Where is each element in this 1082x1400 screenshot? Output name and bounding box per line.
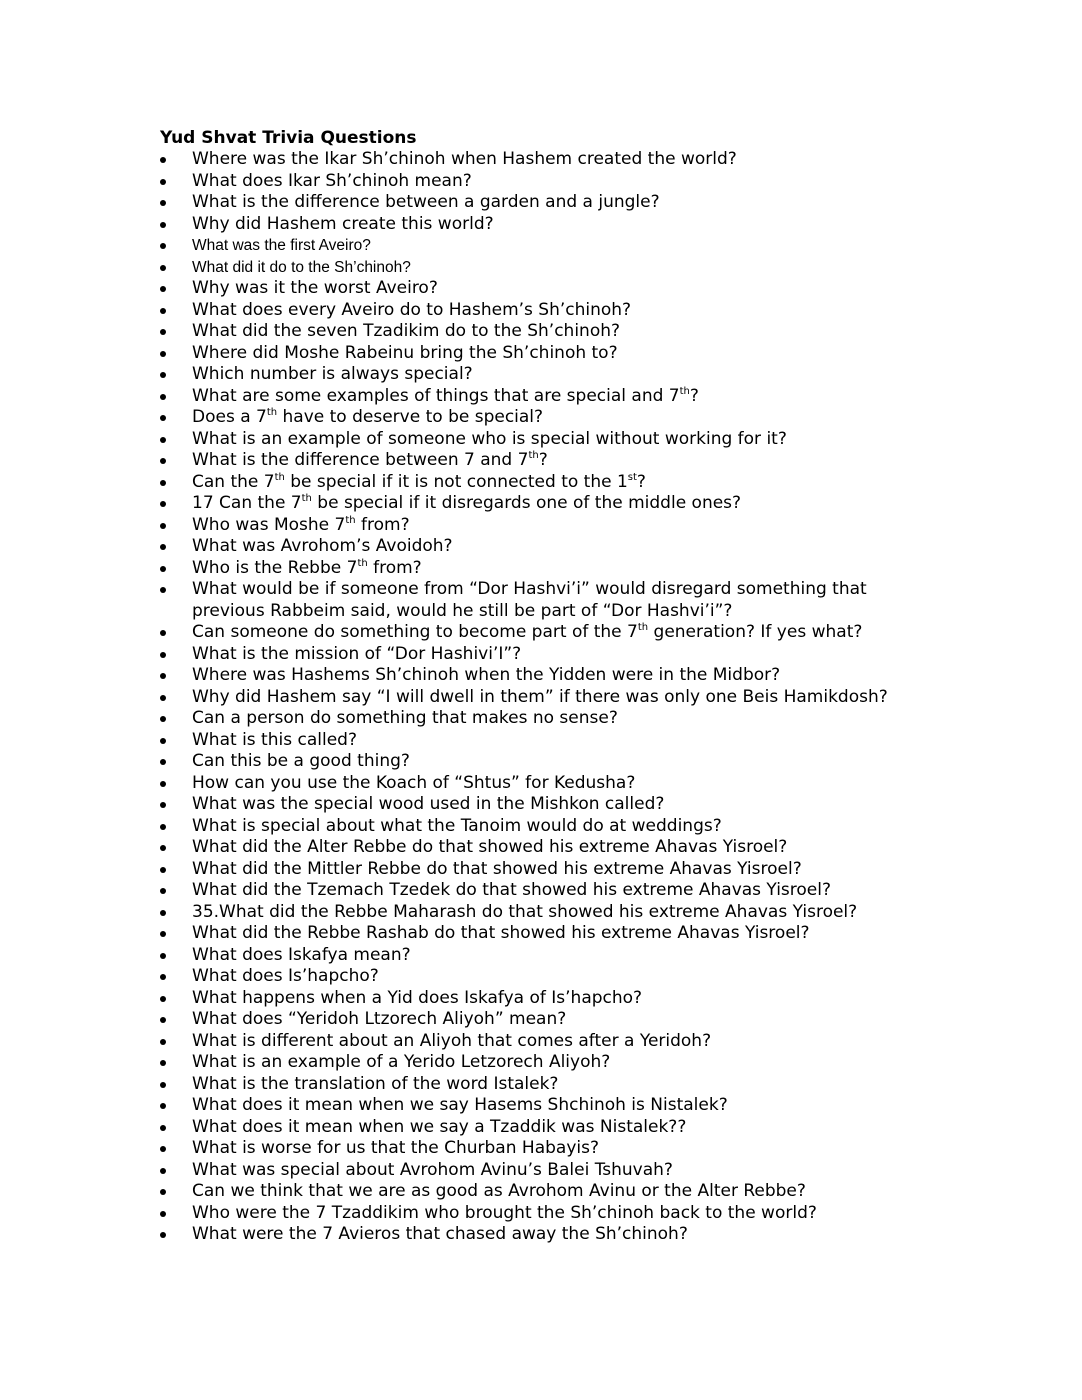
bullet-icon [160, 824, 166, 830]
bullet-icon [160, 308, 166, 314]
question-text: What is the mission of “Dor Hashivi’I”? [192, 643, 522, 664]
question-text: What is the difference between a garden and a jungle? [192, 192, 660, 212]
question-item [160, 1203, 1040, 1225]
question-item [160, 837, 1040, 859]
bullet-icon [160, 630, 166, 636]
question-item [160, 1052, 1040, 1074]
question-item [160, 1074, 1040, 1096]
question-text: Can this be a good thing? [192, 751, 410, 771]
question-item [160, 450, 1040, 472]
question-text: What did the seven Tzadikim do to the Sh’chinoh? [192, 321, 621, 341]
question-item [160, 665, 1040, 687]
question-item [160, 988, 1040, 1010]
document-page [160, 127, 1040, 1246]
bullet-icon [160, 501, 166, 507]
question-text: Who were the 7 Tzaddikim who brought the Sh’chinoh back to the world? [192, 1202, 817, 1223]
bullet-icon [160, 523, 166, 529]
question-text: What does every Aveiro do to Hashem’s Sh’chinoh? [192, 299, 632, 320]
question-text: 35.What did the Rebbe Maharash do that showed his extreme Ahavas Yisroel? [192, 901, 858, 922]
question-item [160, 472, 1040, 494]
ordinal-suffix: th [301, 493, 312, 504]
bullet-icon [160, 437, 166, 443]
question-text: What was Avrohom’s Avoidoh? [192, 536, 453, 556]
ordinal-suffix: th [528, 450, 539, 461]
bullet-icon [160, 179, 166, 185]
question-item [160, 816, 1040, 838]
question-item [160, 536, 1040, 558]
question-item [160, 773, 1040, 795]
bullet-icon [160, 802, 166, 808]
question-item [160, 407, 1040, 429]
bullet-icon [160, 652, 166, 658]
question-text: What is the difference between 7 and 7th? [192, 450, 548, 470]
bullet-icon [160, 372, 166, 378]
bullet-icon [160, 867, 166, 873]
bullet-icon [160, 243, 166, 249]
question-item [160, 644, 1040, 666]
question-item [160, 515, 1040, 537]
bullet-icon [160, 1082, 166, 1088]
question-item [160, 235, 1040, 257]
question-text: What would be if someone from “Dor Hashvi’i” would disregard something that previous Rabbeim said, would he still be part of “Dor Hashvi’i”? [192, 579, 867, 621]
question-text: What does it mean when we say Hasems Shchinoh is Nistalek? [192, 1095, 728, 1115]
bullet-icon [160, 544, 166, 550]
bullet-icon [160, 845, 166, 851]
ordinal-suffix: th [679, 385, 690, 397]
question-item [160, 321, 1040, 343]
bullet-icon [160, 1017, 166, 1023]
bullet-icon [160, 222, 166, 228]
question-text: What were the 7 Avieros that chased away the Sh’chinoh? [192, 1224, 688, 1244]
question-item [160, 687, 1040, 709]
question-text: How can you use the Koach of “Shtus” for Kedusha? [192, 772, 636, 793]
ordinal-suffix: th [637, 622, 649, 633]
question-text: Can someone do something to become part of the 7th generation? If yes what? [192, 622, 863, 642]
bullet-icon [160, 200, 166, 206]
ordinal-suffix: st [627, 471, 637, 483]
bullet-icon [160, 759, 166, 765]
bullet-icon [160, 286, 166, 292]
ordinal-suffix: th [357, 557, 368, 569]
bullet-icon [160, 716, 166, 722]
question-item [160, 708, 1040, 730]
question-text: What did the Mittler Rebbe do that showed his extreme Ahavas Yisroel? [192, 858, 802, 879]
question-item [160, 171, 1040, 193]
question-text: Who was Moshe 7th from? [192, 514, 410, 535]
bullet-icon [160, 1168, 166, 1174]
question-item [160, 386, 1040, 408]
bullet-icon [160, 329, 166, 335]
bullet-icon [160, 480, 166, 486]
question-item [160, 558, 1040, 580]
question-item [160, 1224, 1040, 1246]
bullet-icon [160, 1103, 166, 1109]
question-text: What is an example of a Yerido Letzorech Aliyoh? [192, 1052, 611, 1072]
question-text: Who is the Rebbe 7th from? [192, 557, 422, 578]
question-text: What was special about Avrohom Avinu’s Balei Tshuvah? [192, 1159, 673, 1180]
question-text: What is this called? [192, 729, 357, 750]
question-text: Why did Hashem create this world? [192, 213, 494, 234]
question-item [160, 364, 1040, 386]
ordinal-suffix: th [345, 514, 356, 526]
question-item [160, 493, 1040, 515]
question-text: What does it mean when we say a Tzaddik was Nistalek?? [192, 1116, 687, 1137]
question-item [160, 945, 1040, 967]
question-text: Why was it the worst Aveiro? [192, 278, 438, 298]
question-item [160, 966, 1040, 988]
bullet-icon [160, 265, 166, 271]
question-text: What is the translation of the word Istalek? [192, 1073, 559, 1094]
question-item [160, 192, 1040, 214]
question-item [160, 880, 1040, 902]
bullet-icon [160, 415, 166, 421]
question-item [160, 1009, 1040, 1031]
bullet-icon [160, 1146, 166, 1152]
bullet-icon [160, 738, 166, 744]
question-text: What does Is’hapcho? [192, 966, 379, 986]
bullet-icon [160, 673, 166, 679]
document-title: Yud Shvat Trivia Questions [160, 128, 417, 148]
question-text: What does “Yeridoh Ltzorech Aliyoh” mean? [192, 1009, 567, 1029]
bullet-icon [160, 953, 166, 959]
bullet-icon [160, 587, 166, 593]
question-item [160, 1117, 1040, 1139]
bullet-icon [160, 1060, 166, 1066]
question-text: What was the special wood used in the Mishkon called? [192, 794, 665, 814]
question-item [160, 1138, 1040, 1160]
bullet-icon [160, 931, 166, 937]
question-item [160, 902, 1040, 924]
bullet-icon [160, 695, 166, 701]
question-text: What did the Alter Rebbe do that showed his extreme Ahavas Yisroel? [192, 837, 788, 857]
question-item [160, 859, 1040, 881]
question-item [160, 429, 1040, 451]
question-item [160, 1181, 1040, 1203]
question-text: Where was the Ikar Sh’chinoh when Hashem created the world? [192, 149, 737, 169]
ordinal-suffix: th [274, 471, 285, 483]
question-item [160, 214, 1040, 236]
question-text: Why did Hashem say “I will dwell in them” if there was only one Beis Hamikdosh? [192, 686, 888, 707]
question-text: Which number is always special? [192, 364, 473, 384]
bullet-icon [160, 910, 166, 916]
bullet-icon [160, 351, 166, 357]
bullet-icon [160, 1232, 166, 1238]
question-text: What does Ikar Sh’chinoh mean? [192, 170, 472, 191]
question-text: What is worse for us that the Churban Habayis? [192, 1138, 599, 1158]
question-item [160, 343, 1040, 365]
question-item [160, 923, 1040, 945]
question-item [160, 730, 1040, 752]
question-text: 17 Can the 7th be special if it disregards one of the middle ones? [192, 493, 742, 513]
bullet-icon [160, 566, 166, 572]
question-item [160, 622, 1040, 644]
bullet-icon [160, 1211, 166, 1217]
question-text: What was the first Aveiro? [192, 237, 371, 254]
question-item [160, 1160, 1040, 1182]
question-text: Can we think that we are as good as Avrohom Avinu or the Alter Rebbe? [192, 1181, 806, 1201]
question-text: What does Iskafya mean? [192, 944, 411, 965]
question-text: What is special about what the Tanoim would do at weddings? [192, 815, 722, 836]
bullet-icon [160, 1189, 166, 1195]
bullet-icon [160, 996, 166, 1002]
bullet-icon [160, 781, 166, 787]
question-text: What did it do to the Sh’chinoh? [192, 258, 411, 276]
question-item [160, 794, 1040, 816]
question-text: Where did Moshe Rabeinu bring the Sh’chinoh to? [192, 342, 618, 363]
question-text: Can the 7th be special if it is not connected to the 1st? [192, 471, 646, 492]
question-item [160, 1031, 1040, 1053]
question-item [160, 257, 1040, 279]
question-text: What did the Rebbe Rashab do that showed his extreme Ahavas Yisroel? [192, 923, 810, 943]
question-item [160, 278, 1040, 300]
question-text: Does a 7th have to deserve to be special? [192, 407, 544, 427]
ordinal-suffix: th [266, 407, 278, 418]
bullet-icon [160, 974, 166, 980]
bullet-icon [160, 1039, 166, 1045]
question-text: Can a person do something that makes no sense? [192, 708, 618, 728]
question-list [160, 149, 1040, 1246]
bullet-icon [160, 157, 166, 163]
bullet-icon [160, 458, 166, 464]
bullet-icon [160, 1125, 166, 1131]
question-item [160, 1095, 1040, 1117]
bullet-icon [160, 888, 166, 894]
question-text: What is an example of someone who is special without working for it? [192, 428, 787, 449]
question-item [160, 149, 1040, 171]
question-item [160, 751, 1040, 773]
question-item [160, 579, 932, 622]
question-item [160, 300, 1040, 322]
bullet-icon [160, 394, 166, 400]
question-text: What is different about an Aliyoh that comes after a Yeridoh? [192, 1030, 712, 1051]
question-text: What did the Tzemach Tzedek do that showed his extreme Ahavas Yisroel? [192, 880, 832, 900]
question-text: Where was Hashems Sh’chinoh when the Yidden were in the Midbor? [192, 665, 781, 685]
question-text: What happens when a Yid does Iskafya of Is’hapcho? [192, 987, 643, 1008]
question-text: What are some examples of things that are special and 7th? [192, 385, 699, 406]
